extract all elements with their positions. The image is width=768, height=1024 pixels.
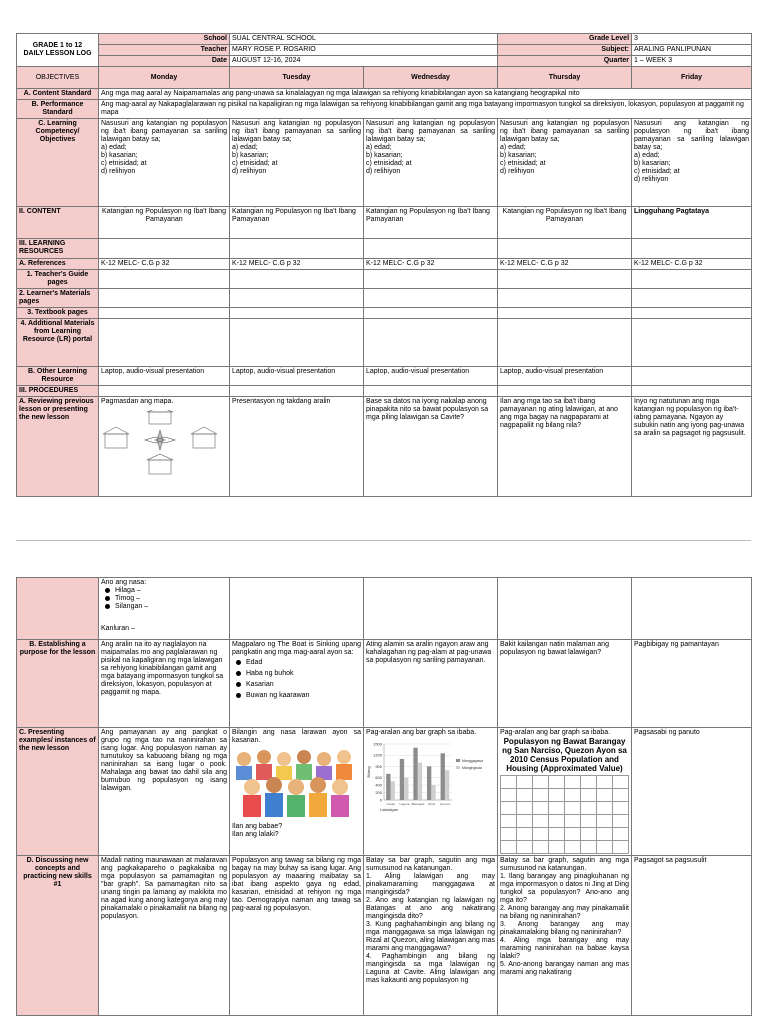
references-thursday: K-12 MELC- C.G p 32	[498, 259, 632, 270]
day-header-monday: Monday	[99, 67, 230, 89]
lesson-log-table-continued	[16, 577, 752, 1016]
competency-wednesday: Nasusuri ang katangian ng populasyon ng iba't ibang pamayanan sa sariling lalawigan batay sa; a) edad; b) kasarian; c) etnisidad; at d) relihiyon	[364, 119, 498, 207]
direction-north: Hilaga –	[115, 587, 227, 595]
reviewing-thursday: Ilan ang mga tao sa iba't ibang pamayanan ng ating lalawigan, at ano ang mga bagay na nagpaparami at nagpapaliit ng bilang nila?	[498, 397, 632, 497]
teacher-label: Teacher	[99, 45, 230, 56]
references-friday: K-12 MELC- C.G p 32	[632, 259, 752, 270]
presenting-label: C. Presenting examples/ instances of the new lesson	[17, 728, 99, 856]
other-friday	[632, 367, 752, 386]
establishing-thursday: Bakit kailangan natin malaman ang populasyon ng bawat lalawigan?	[498, 640, 632, 728]
presenting-tuesday-text: Bilangin ang nasa larawan ayon sa kasarian.	[232, 729, 361, 744]
reviewing-monday	[99, 397, 230, 497]
presenting-wednesday	[364, 728, 498, 856]
presenting-thursday	[498, 728, 632, 856]
learning-resources-label: III. LEARNING RESOURCES	[17, 239, 99, 259]
other-thursday: Laptop, audio-visual presentation	[498, 367, 632, 386]
chart-bar	[418, 763, 422, 800]
chart-xtick-label: Rizal	[428, 802, 435, 806]
quarter-label: Quarter	[498, 56, 632, 67]
chart-legend-label: Mangingisda	[462, 766, 482, 770]
other-resources-label: B. Other Learning Resource	[17, 367, 99, 386]
school-value: SUAL CENTRAL SCHOOL	[230, 34, 498, 45]
lesson-log-page-2	[16, 577, 751, 1016]
boat-item-age: Edad	[246, 659, 361, 667]
crowd-question-girls: Ilan ang babae?	[232, 823, 283, 830]
content-monday: Katangian ng Populasyon ng Iba't Ibang Pamayanan	[99, 207, 230, 239]
reviewing-tuesday: Presentasyon ng takdang aralin	[230, 397, 364, 497]
chart-bar	[391, 781, 395, 800]
subject-label: Subject:	[498, 45, 632, 56]
content-friday: Lingguhang Pagtataya	[632, 207, 752, 239]
content-label: II. CONTENT	[17, 207, 99, 239]
presenting-monday: Ang pamayanan ay ang pangkat o grupo ng mga tao na naninirahan sa isang lugar. Ang populasyon naman ay tumutukoy sa kabuoang bilang ng mga naninirahan sa isang lugar o pook. Mahalaga ang bawat tao dahil sila ang bumubuo ng populasyon ng isang lalawigan.	[99, 728, 230, 856]
establishing-wednesday: Ating alamin sa aralin ngayon araw ang kahalagahan ng pag-alam at pag-unawa sa populasyon ng sariling pamayanan.	[364, 640, 498, 728]
additional-materials-label: 4. Additional Materials from Learning Resource (LR) portal	[17, 319, 99, 367]
presenting-friday: Pagsasabi ng panuto	[632, 728, 752, 856]
establishing-monday: Ang aralin na ito ay naglalayon na maipamalas mo ang paglalarawan ng pisikal na kapaligiran ng mga lalawigan sa rehiyong kinabibilangan gamit ang mga batayang impormasyon tungkol sa direksiyon, lokasyon, populasyon at paggamit ng mapa.	[99, 640, 230, 728]
reviewing-wednesday: Base sa datos na iyong nakalap anong pinapakita nito sa bawat populasyon sa mga piling lalawigan sa Cavite?	[364, 397, 498, 497]
presenting-wednesday-text: Pag-aralan ang bar graph sa ibaba.	[366, 729, 477, 736]
presenting-tuesday	[230, 728, 364, 856]
direction-west: Kanluran –	[101, 625, 135, 632]
references-tuesday: K-12 MELC- C.G p 32	[230, 259, 364, 270]
chart-legend-swatch	[456, 759, 460, 762]
references-label: A. References	[17, 259, 99, 270]
chart-bar	[400, 759, 404, 800]
establishing-friday: Pagbibigay ng pamantayan	[632, 640, 752, 728]
grade-level-value: 3	[632, 34, 752, 45]
performance-standard-text: Ang mag-aaral ay Nakapaglalarawan ng pisikal na kapaligiran ng mga lalawigan sa rehiyong kinabibilangan gamit ang mga batayang impormasyon tungkol sa direksiyon, lokasyon, populasyon at paggamit ng mapa	[99, 100, 752, 119]
quarter-value: 1 – WEEK 3	[632, 56, 752, 67]
direction-east: Silangan –	[115, 603, 227, 611]
lm-pages-label: 2. Learner's Materials pages	[17, 289, 99, 308]
discussing-friday: Pagsagot sa pagsusulit	[632, 856, 752, 1016]
date-label: Date	[99, 56, 230, 67]
chart-legend-swatch	[456, 766, 460, 769]
competency-friday: Nasusuri ang katangian ng populasyon ng iba't ibang pamayanan sa sariling lalawigan batay sa; a) edad; b) kasarian; c) etnisidad; at d) relihiyon	[632, 119, 752, 207]
presenting-thursday-text: Pag-aralan ang bar graph sa ibaba.	[500, 729, 611, 736]
content-standard-label: A. Content Standard	[17, 89, 99, 100]
content-wednesday: Katangian ng Populasyon ng Iba't Ibang Pamayanan	[364, 207, 498, 239]
other-wednesday: Laptop, audio-visual presentation	[364, 367, 498, 386]
content-tuesday: Katangian ng Populasyon ng Iba't Ibang Pamayanan	[230, 207, 364, 239]
competency-monday: Nasusuri ang katangian ng populasyon ng iba't ibang pamayanan sa sariling lalawigan batay sa; a) edad; b) kasarian; c) etnisidad; at d) relihiyon	[99, 119, 230, 207]
lesson-log-page-1	[16, 33, 751, 497]
bar-chart	[366, 740, 494, 814]
chart-legend-label: Manggagawa	[462, 759, 484, 763]
boat-item-gender: Kasarian	[246, 681, 361, 689]
chart-ytick-label: 1500	[373, 741, 382, 747]
other-tuesday: Laptop, audio-visual presentation	[230, 367, 364, 386]
teacher-value: MARY ROSE P. ROSARIO	[230, 45, 498, 56]
chart-bar	[386, 774, 390, 800]
content-standard-text: Ang mga mag aaral ay Naipamamalas ang pang-unawa sa kinalalagyan ng mga lalawigan sa rehiyong kinabibilangan ayon sa katangiang heograpikal nito	[99, 89, 752, 100]
grade-level-label: Grade Level	[498, 34, 632, 45]
form-title-cell	[17, 34, 99, 67]
reviewing-friday: Inyo ng natutunan ang mga katangian ng populasyon ng iba't-iabng pamayana. Ngayon ay subukin natin ang iyong pag-unawa sa aralin sa pagsagot ng pagsusulit.	[632, 397, 752, 497]
chart-bar	[445, 770, 449, 800]
crowd-people	[236, 750, 352, 817]
reviewing-monday-text: Pagmasdan ang mapa.	[101, 398, 174, 405]
chart-bar	[441, 753, 445, 800]
chart-bar	[427, 766, 431, 800]
chart-xtick-label: Quezon	[439, 802, 451, 806]
chart-bar	[404, 778, 408, 800]
discussing-monday: Madali nating maunawaan at malaravan ang pagkakapareho o pagkakaiba ng mga populasyon sa pamamagitan ng "bar graph". Sa pamamagitan nito sa unang tingin pa lamang ay makikita mo na agad kung anong kategorya ang may pinakamalaki o pinakamaliit na bilang ng populasyon.	[99, 856, 230, 1016]
procedures-label: III. PROCEDURES	[17, 386, 99, 397]
tg-pages-label: 1. Teacher's Guide pages	[17, 270, 99, 289]
chart-bar	[431, 785, 435, 800]
chart-ylabel: Bilang	[366, 766, 371, 778]
compass-map-illustration	[101, 410, 221, 480]
boat-grouping-list	[232, 659, 361, 700]
references-wednesday: K-12 MELC- C.G p 32	[364, 259, 498, 270]
reviewing-label: A. Reviewing previous lesson or presenting the new lesson	[17, 397, 99, 497]
grade-range: GRADE 1 to 12	[32, 42, 83, 49]
discussing-wednesday: Batay sa bar graph, sagutin ang mga sumusunod na katanungan. 1. Aling lalawigan ang may pinakamaraming manggagawa at mangingisda? 2. Ano ang katangian ng lalawigan ng Batangas at ano ang nakatirang mangingisda dito? 3. Kung paghahambingin ang bilang ng mga manggagawa sa mga lalawigan ng Rizal at Quezon, aling lalawigan ang mas marami ang manggagawa? 4. Paghambingin ang bilang ng mangingisda sa mga lalawigan ng Laguna at Cavite. Aling lalawigan ang mas kakaunti ang populasyon ng	[364, 856, 498, 1016]
chart-xlabel: Lalawigan	[380, 807, 399, 812]
crowd-illustration	[232, 747, 358, 819]
boat-item-birth-month: Buwan ng kaarawan	[246, 692, 361, 700]
objectives-header: OBJECTIVES	[17, 67, 99, 89]
day-header-wednesday: Wednesday	[364, 67, 498, 89]
discussing-label: D. Discussing new concepts and practicing new skills #1	[17, 856, 99, 1016]
chart-ytick-label: 0	[379, 797, 382, 803]
form-title: DAILY LESSON LOG	[23, 50, 92, 57]
population-table-title: Populasyon ng Bawat Barangay ng San Narciso, Quezon Ayon sa 2010 Census Population and Housing (Approximated Value)	[502, 737, 627, 773]
day-header-tuesday: Tuesday	[230, 67, 364, 89]
school-label: School	[99, 34, 230, 45]
chart-xtick-label: Laguna	[399, 802, 410, 806]
competency-thursday: Nasusuri ang katangian ng populasyon ng iba't ibang pamayanan sa sariling lalawigan batay sa; a) edad; b) kasarian; c) etnisidad; at d) relihiyon	[498, 119, 632, 207]
crowd-question-boys: Ilan ang lalaki?	[232, 831, 279, 838]
competency-label: C. Learning Competency/ Objectives	[17, 119, 99, 207]
date-value: AUGUST 12-16, 2024	[230, 56, 498, 67]
directions-list	[101, 587, 227, 611]
directions-cell	[99, 578, 230, 640]
chart-xtick-label: Cavite	[386, 802, 396, 806]
lesson-log-table	[16, 33, 752, 497]
chart-ytick-label: 400	[375, 782, 382, 788]
chart-ytick-label: 1200	[373, 752, 382, 758]
direction-south: Timog –	[115, 595, 227, 603]
discussing-tuesday: Populasyon ang tawag sa bilang ng mga bagay na may buhay sa isang lugar. Ang populasyon ay maaaring maibatay sa ibat ibang aspekto gaya ng edad, kasarian, etnisidad at rehiyon ng mga tao. Demograpiya naman ang tawag sa pag-aaral ng populasyon.	[230, 856, 364, 1016]
direction-prompt: Ano ang nasa:	[101, 579, 147, 586]
day-header-friday: Friday	[632, 67, 752, 89]
content-thursday: Katangian ng Populasyon ng Iba't Ibang Pamayanan	[498, 207, 632, 239]
chart-ytick-label: 900	[375, 763, 382, 769]
chart-xtick-label: Batangas	[411, 802, 425, 806]
establishing-label: B. Establishing a purpose for the lesson	[17, 640, 99, 728]
discussing-thursday: Batay sa bar graph, sagutin ang mga sumusunod na katanungan. 1. Ilang barangay ang pinagkuhanan ng mga impormasyon o datos ni Jing at Ding tungkol sa populasyon? Ano-ano ang mga ito? 2. Anong barangay ang may pinakamaliit na bilang ng naninirahan? 3. Anong barangay ang may pinakamalaking bilang ng naninirahan? 4. Aling mga barangay ang may maraming naninirahan na babae kaysa lalaki? 5. Ano-anong barangay naman ang mas marami ang nakatirang	[498, 856, 632, 1016]
establishing-tuesday	[230, 640, 364, 728]
continued-label-cell	[17, 578, 99, 640]
population-table	[500, 775, 629, 854]
page-separator	[16, 540, 751, 541]
boat-item-hair: Haba ng buhok	[246, 670, 361, 678]
establishing-tuesday-text: Magpalaro ng The Boat is Sinking upang pangkatin ang mga mag-aaral ayon sa:	[232, 641, 361, 656]
other-monday: Laptop, audio-visual presentation	[99, 367, 230, 386]
subject-value: ARALING PANLIPUNAN	[632, 45, 752, 56]
competency-tuesday: Nasusuri ang katangian ng populasyon ng iba't ibang pamayanan sa sariling lalawigan batay sa; a) edad; b) kasarian; c) etnisidad; at d) relihiyon	[230, 119, 364, 207]
performance-standard-label: B. Performance Standard	[17, 100, 99, 119]
textbook-pages-label: 3. Textbook pages	[17, 308, 99, 319]
references-monday: K-12 MELC- C.G p 32	[99, 259, 230, 270]
chart-ytick-label: 200	[375, 790, 382, 796]
chart-bar	[413, 748, 417, 800]
day-header-thursday: Thursday	[498, 67, 632, 89]
chart-ytick-label: 600	[375, 775, 382, 781]
